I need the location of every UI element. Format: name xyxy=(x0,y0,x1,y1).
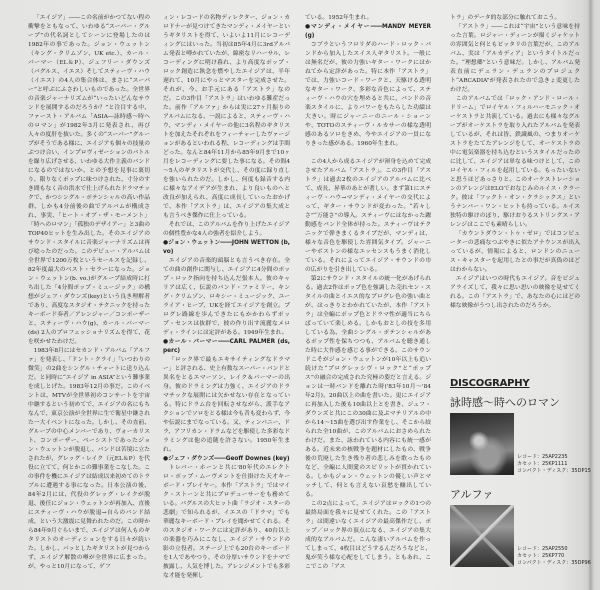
member-heading-palmer: ●カール・パーマー――CARL PALMER (ds, perc) xyxy=(163,339,290,354)
cassette-number: カセット：25KP1111 xyxy=(517,461,568,467)
member-heading-meyer: ●マンディ・メイヤー――MANDY MEYER (g) xyxy=(305,24,431,39)
paragraph: それでは、このアルバムを作り上げたエイジアの個性豊かな4人の強者を紹介しよう。 xyxy=(163,222,290,237)
article-column-1 xyxy=(28,14,150,572)
cassette-number: カセット：25KP770 xyxy=(517,553,565,559)
paragraph: コブラというフロリダのハード・ロック・バンドから加入したスイス人ギタリスト。一般には無名だが、彼の力強いギター・ワークにはかねてから定評があった。特に本作「アストラ」では、力強いコード・ワークと、天駆ける透明なギター・ワーク、多彩な音色によって、スティーヴ・ハウの穴を埋めると共に、バンドの音楽スタイルに、よりパワーをもたらした功績は大きい。時にジャーニーのニール・ショーンや、TOTOのスティーヴ・ルカサーの様な透明感のあるソロをきめ、今やエイジアの一員になりきった感がある。1960年生まれ。 xyxy=(305,42,431,147)
album-entry xyxy=(450,413,591,481)
paragraph: 「アストラ」――これは“宇宙”という意味を持った言葉。ロジャー・ディーンが描くジャケットの雰囲気と何ともピッタリの言葉だが、このアルバム、実は「アルカディア」というタイトルだった。“理想郷”という意味だ。しかし、アルバム発表直前にデュラン・デュランのプロジェクト“ARCADIA”が発表されたので急きょ変更したわけだ。 xyxy=(450,24,580,93)
discography-title: DISCOGRAPHY xyxy=(450,378,530,389)
album-cover-image xyxy=(450,505,514,567)
article-column-2 xyxy=(163,14,290,581)
album-formats xyxy=(517,546,591,567)
paragraph: エイジアの音楽的頭脳とも言うべき存在。全ての曲の創作に関与し、エイジアに4分間のポップ・ロック指向を持ち込んだ張本人。彼のキャリアは広く、伝説のバンド・ファミリー、キング・クリムゾン、ロキシー・ミュージック、ユーライア・ヒープ、UKを経てエイジアを創立。プログレ路線を歩んできたにもかかわらずポップ・センスは抜群で、彼の作り出す流麗なメロディ・ラインには定評がある。1949年生まれ。 xyxy=(163,258,290,336)
record-number: レコード：25AP2550 xyxy=(517,546,568,552)
album-formats xyxy=(517,454,591,475)
paragraph: 1983年8月にはセカンド・アルバム「アルファ」を発表し、「ドント・クライ」「いつわりの微笑」の2曲をシングル・チャートに送り込んだ。と同時に“エイジア in ASIA”という難事業を成しとげた。1983年12月の事だ。このイベントは、MTVが全世界初のコンサートを宇宙中継するという初めてで、エイジアの名にもちなんで、東京公演が全世界に生で衛星中継された一大イベントになった。しかし、その直前、グループの中心メンバーであり、ヴォーカリスト、コンポーザー、ベーシストであったジョン・ウェットンが脱退し、バンドは苦境に立たされたが、グレッグ・レイク（元EL＆P）を代役に立てて、何とかこの難事業をこなした。この事件を機にエイジアは結成以来初めてのトラブルに遭遇する事になった。日本公演の後、84年2月には、代役のグレッグ・レイクが脱退、後任にジョン・ウェットンが再加入、直後にスティーヴ・ハウが脱退→自らのバンド結成、という大激震に見舞われたのだ。この時から84年9月ぐらいまで、エイジアは何人ものギタリストのオーディションをする日々が続いた。しかし、パッとしたギタリストが見つからず、エイジア解散の噂が全世界に広まった。が、やっと10月になって、ゲフ xyxy=(28,348,150,570)
paragraph: ィン・レコードの名物ディレクター、ジョン・カロドナーが見つけてきたマンディ・メイヤーというギタリストを得て、いよいよ11月にレコーディングにはいった。当初は85年4月に3rdアルバム発表と噂かれていたが、綿密なリハーサル、レコーディングに明け暮れ、より高度なポップ・ロック創造に執念を燃やしたエイジアは、半年遅れて、10月にやっとマスターを完成させた。それが、今、お手元にある「アストラ」なのだ。この3作目「アストラ」はいわゆる難産だった。前作「アルファ」からは実に27ヶ月振りのアルバムになる。一説によると、スティーヴ・ハウ、マンディ・メイヤーの他に3名程のギタリストを加えたそれぞれをフィーチャーしたヴァージョンがあるといわれる程、レコーディングは手間どった。なんと84年11月から85年9月まで10ヶ月をレコーディングに要した事になる。その間4～5人のギタリストが交代し、その度に録り直しを強いられたのだ。しかし、何度も録音する内に様々なアイデアが生まれ、より良いものへと改良が加えられ、高度に成長していったおかげで、本作「アストラ」は、エイジアの集大成とも言うべき傑作に仕上っている。 xyxy=(163,15,290,219)
article-column-4 xyxy=(450,14,580,311)
paragraph: この2点によって、エイジアはロックの1つの最終局面を我々に見せてくれた。この「アストラ」は間違いなくエイジアの最高傑作だし、ポップ／ロック界の頂点になる、エイジアの集大成的なアルバムだ。こんな凄いアルバムを作ってしまって、4枚目はどうするんだろうなどと、鬼が笑う様な心配をしてしまう。ともあれ、ここでこの「アス xyxy=(305,501,431,570)
article-column-3 xyxy=(305,14,431,572)
spacer xyxy=(305,149,431,158)
paragraph: 「カウントダウン・トゥ・ゼロ」ではコンピューターの悲痛なつぶやきに似たアナウンスが出入っているが、情報によると、ロンドンのニュース・キャスターを起用したとの事だが真偽のほどはわからない。 xyxy=(450,231,580,273)
paragraph: この4人から成るエイジアが渾身を込めて完成させたアルバム「アストラ」。この3作目「アストラ」は過去2枚のエイジアのアルバムに比べて、成長、昇華のあとが著しい。まず第1にスティーヴ・ハウ→マンディ・メイヤーの交代によって、ギター・サウンドが変わった。“若々しさ”“万能さ”の導入。スティーヴにはなかった躍動感をバンド全体が持った。スティーヴはテクニックで弾きまくるタイプだが、マンディは、様々な音色を駆使した雰囲気タイプ。ジャーニーやボストンの様なエッセンスもうまく消化している。それによってエイジア・サウンドの巾の広がりを引き出している。 xyxy=(305,159,431,273)
album-entry xyxy=(450,505,591,573)
paragraph: 「ロック界で最もエキサイティングなドラマー」と評される、史上有数なスーパー・バンドと異名をとるエマーソン、レイク＆パーマーの出身。彼のドラミングは力強く、エイジアのドラマチックな展開には欠かせない存在となっている。特にドラム台を回転させながら、派手なアクションでソロをとる様は今も昔も変わらず、今や伝説にまでなっている。又、ティンパニー、ドラ、アフリカン・ドラムなどを駆使した多彩なドラミングは他の追随を許さない。1950年生まれ。 xyxy=(163,357,290,453)
paragraph: このアルバムでは「ロック・アンド・ロール・ドリーム」でロイヤル・フィルハーモニック・オーケストラと共演している。過去にも様々なグループがオーケストラを取り入れたアルバムを発表しているが、それは皆、鉄識風の、つまりオーケストラをたてたアレンジをして、オーケストラの中に電気楽器を持ち込むというスタイルだったのに比して、エイジアは単なる味つけとして、このロイヤル・フィルを起用している。もったいないと思うほどあっさりと。このオーケストレーションのアレンジはELOでおなじみのルイス・クラーク。彼は「フックト・オン・クラシックス」というナンバー・ワン・ヒットも持っている。ルイス独特の駆けのぼり、駆けおりるストリングス・アレンジはここでも素晴らしい。 xyxy=(450,96,580,228)
paragraph: エイジアはいつの時代もエイジア。音をビジュアライズして、我々に思い思いの映像を見せてくれる。この「アストラ」で、あなたの心にはどの様な映像がうつし出されたのだろうか。 xyxy=(450,276,580,309)
album-cover-image xyxy=(450,413,514,475)
paragraph: トレバー・ホーンと共に'80年代のエレクトロ・ポップ・ムーヴメントを仕掛けた天才キーボード・プレイヤー。本作「アストラ」ではマイク・ストーンと共にプロデューサーをも務めている。バグルスの大ヒット曲「ラジオ・スターの悲劇」で知られるが、イエスの「ドラマ」でも華麗なキーボード・プレイを聞かせてくれる。そのスタジオ・ワークには定評があり、40台以上の楽器を巧みにこなし、エイジア・サウンドの影の立役者。ステージ上でも20台のキーボードを1人であやつり、その分厚いサウンドをナマで披露し、人気を博した。アレンジメントでも多彩な才能を発揮し xyxy=(163,465,291,579)
paragraph: 第2にサウンド・スタイルの統一化があげられる。過去2作はポップ色を強調した売れセン・スタイルの曲とイエス的なプログレ色の強い曲とが、はっきりとわかれていたが、本作「アストラ」は全編にポップ色とドラマ性が適当にちらばっていて楽しめる。しかもおとしの技を多用している為、全曲シングル・ポテンシャルがあるポップ性を保ちつつも、アルバムを聴き通した時に大作感を感じる事ができる。このサウンドこそがジョン・ウェットンが10年以上も追い続けた“プログレッシヴ・ロック”と“ポップス”の融合の完成された究極の姿だと言える。ジョンは一時バンドを離れた時('83年10月～'84年2月)、20曲以上の曲を書いた。更にエイジアに再加入した後も10曲以上とを書き、ジェフ・ダウンズと共にこの30曲に及ぶマテリアルの中から14～15曲を選び出す作業をし、そこから絞られた全10曲が、このアルバムにおさめられたわけだ。また、詠われている内容にも統一感がある。近未来の核戦争を題材にしたもの、戦争後の荒廃した生き残り者の悲しみを歌ったものなど、全編に人間愛のスピリットが貫かれている。しかもジョン・ウェットンの優しい声とマッチして、何とも言えない哀愁を醸出している。 xyxy=(305,276,431,498)
cd-number: コンパクト・ディスク：35DP96 xyxy=(517,560,591,566)
record-number: レコード：25AP2235 xyxy=(517,454,568,460)
album-title: 詠時感～時へのロマン xyxy=(450,396,560,409)
album-title: アルファ xyxy=(450,488,494,501)
member-heading-downes: ●ジェフ・ダウンズ――Geoff Downes (key) xyxy=(163,456,290,462)
paragraph: ている。1952年生まれ。 xyxy=(305,15,373,21)
paragraph: トラ」のデータ的な部分に触れておこう。 xyxy=(450,15,561,21)
discography xyxy=(450,378,591,573)
cd-number: コンパクト・ディスク：35DP15 xyxy=(517,468,591,474)
paragraph: 「エイジア」――この名前がかつてない程の衝撃をともなって、いわゆる“スーパー・グループ”の代名詞としてシーンに登場したのは1982年の事であった。ジョン・ウェットン（キング・クリムゾン、UK etc.）、カール・パーマー（EL＆P）、ジェフリー・ダウンズ（バグルス、イエス）そしてスティーヴ・ハウ（イエス）の4人の集合体は、まさに“スーパー”と呼ぶにふさわしいものであった。全世界の音楽ジャーナリズムが“いったいどんなサウンドを展開するのだろうか？”と注目する中、ファースト・アルバム「ASIA―詠時感～時へのロマン」が1982年3月に発表され、再び人々の度肝を抜いた。多くの“スーパー”グループがそうである様に、エイジアも個々の技量のぶつけ合い、インプロヴィゼーションのバトルを繰り広げさせる、いわゆる大作主義のバンドになるのではないか、との予想を見事に裏切り、限りなくポップに味つけされた、寸分のすき間もなく音の洪水で仕上げられたドラマチックで、かつシングル・ポテンシャルの高い作品群、しかも4分前後の曲でアルバムが構成され、事実、「ヒート・オブ・ザ・モーメント」「時へのロマン」「孤独のデザイアー」と3曲のTOP40ヒットを生み出した。そのエイジアのサウンド・スタイルに音楽ジャーナリズムは再び唸ったのだった。このデビュー・アルバムは全世界で1200万枚というセールスを記録し、82年度最大のベスト・セラーになった。ジョン・ウェットン(b. vo.)がグループ結成時に打ち出した「4分間ポップ・ミュージック」の構想がジェフ・ダウンズ(key)という良き理解者であり、高度なスタジオ・テクニックを持ったキーボード奏者／アレンジャー／コンポーザーと、スティーヴ・ハウ(g)、カール・パーマー(ds) 2人のプロフェッショナリズムを得て、花を咲かせたわけだ。 xyxy=(28,15,150,345)
member-heading-wetton: ●ジョン・ウェットン――JOHN WETTON (b, vo) xyxy=(163,240,290,255)
